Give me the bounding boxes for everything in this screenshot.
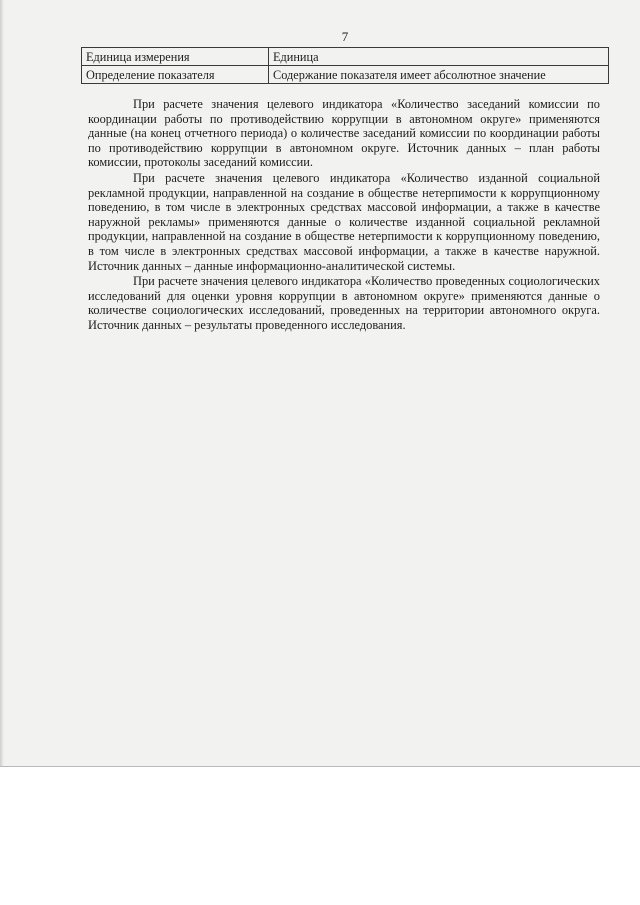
scan-edge bbox=[0, 0, 4, 766]
table-row bbox=[82, 48, 609, 66]
indicator-table bbox=[81, 47, 609, 84]
paragraph-advertising: При расчете значения целевого индикатора «Количество изданной социальной рекламной продукции, направленной на создание в обществе нетерпимости к коррупционному поведению, в том числе в электронных средствах массовой информации, а также в качестве наружной рекламы» применяются данные о количестве изданной социальной рекламной продукции, направленной на создание в обществе нетерпимости к коррупционному поведению, в том числе в электронных средствах массовой информации, а также в качестве наружной. Источник данных – данные информационно-аналитической системы. bbox=[88, 170, 600, 273]
paragraph-research: При расчете значения целевого индикатора «Количество проведенных социологических исследований для оценки уровня коррупции в автономном округе» применяются данные о количестве социологических исследований, проведенных на территории автономного округа. Источник данных – результаты проведенного исследования. bbox=[88, 274, 600, 332]
table-cell-label: Единица измерения bbox=[82, 48, 269, 66]
page-number: 7 bbox=[341, 29, 349, 44]
paragraph-meetings: При расчете значения целевого индикатора «Количество заседаний комиссии по координации работы по противодействию коррупции в автономном округе» применяются данные (на конец отчетного периода) о количестве заседаний комиссии по координации работы по противодействию коррупции в автономном округе. Источник данных – план работы комиссии, протоколы заседаний комиссии. bbox=[88, 97, 600, 170]
table-cell-value: Единица bbox=[269, 48, 609, 66]
table-row bbox=[82, 66, 609, 84]
body-text bbox=[88, 97, 600, 334]
table-cell-label: Определение показателя bbox=[82, 66, 269, 84]
table-cell-value: Содержание показателя имеет абсолютное значение bbox=[269, 66, 609, 84]
